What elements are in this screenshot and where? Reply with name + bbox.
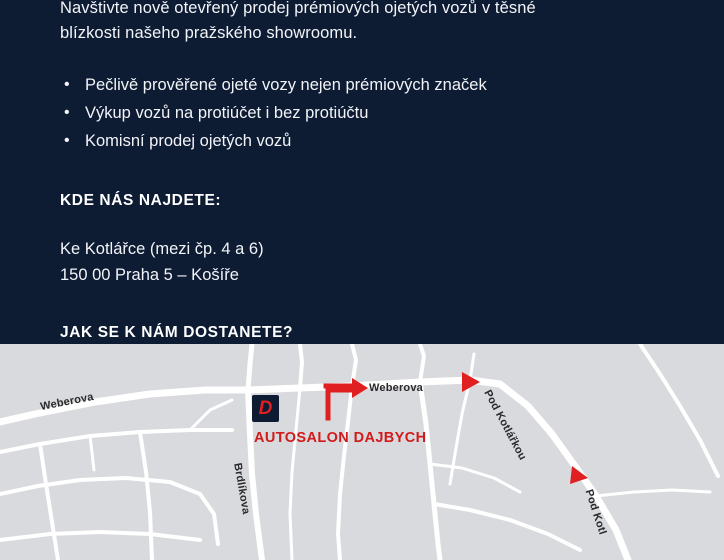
feature-list <box>60 72 664 154</box>
dealer-name-label: AUTOSALON DAJBYCH <box>254 430 427 446</box>
list-item-label: Pečlivě prověřené ojeté vozy nejen prémiových značek <box>85 76 487 94</box>
location-map[interactable] <box>0 344 724 560</box>
map-street-label: Pod Kotlářkou <box>481 388 529 463</box>
intro-paragraph <box>60 0 664 46</box>
section-heading-location: KDE NÁS NAJDETE: <box>60 192 222 209</box>
intro-line-1: Navštivte nově otevřený prodej prémiových ojetých vozů v těsné <box>60 0 536 17</box>
address-block <box>60 236 664 288</box>
list-item <box>60 100 664 126</box>
dealer-logo-marker[interactable] <box>252 395 279 422</box>
bullet-icon: • <box>64 76 70 93</box>
address-city: 150 00 Praha 5 – Košíře <box>60 266 239 284</box>
list-item-label: Komisní prodej ojetých vozů <box>85 132 292 150</box>
dealer-logo-letter: D <box>258 398 273 419</box>
map-street-label: Brdlíkova <box>231 462 253 516</box>
map-street-label: Weberova <box>369 382 423 394</box>
list-item <box>60 128 664 154</box>
list-item-label: Výkup vozů na protiúčet i bez protiúčtu <box>85 104 369 122</box>
map-street-label: Pod Kotl <box>582 488 609 537</box>
bullet-icon: • <box>64 132 70 149</box>
intro-line-2: blízkosti našeho pražského showroomu. <box>60 24 358 42</box>
list-item <box>60 72 664 98</box>
bullet-icon: • <box>64 104 70 121</box>
map-graphic <box>0 344 724 560</box>
address-street: Ke Kotlářce (mezi čp. 4 a 6) <box>60 240 264 258</box>
map-street-label: Weberova <box>39 390 95 414</box>
section-heading-directions: JAK SE K NÁM DOSTANETE? <box>60 324 294 341</box>
